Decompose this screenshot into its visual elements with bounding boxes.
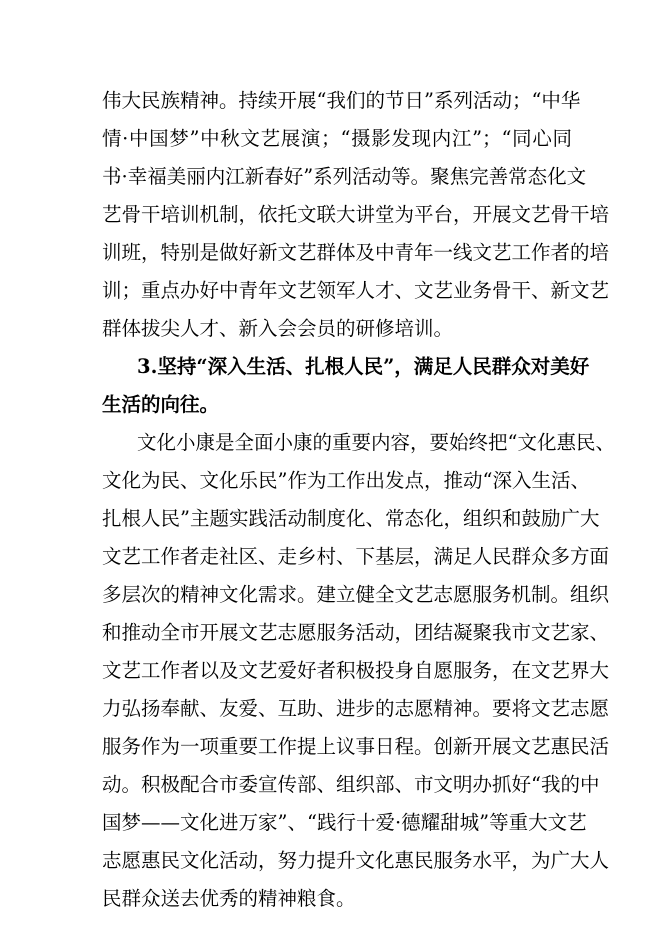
section-heading: 生活的向往。	[102, 393, 220, 416]
body-line: 训班，特别是做好新文艺群体及中青年一线文艺工作者的培	[102, 241, 610, 264]
body-line: 和推动全市开展文艺志愿服务活动，团结凝聚我市文艺家、	[102, 621, 610, 644]
body-line: 训；重点办好中青年文艺领军人才、文艺业务骨干、新文艺	[102, 279, 610, 302]
body-line: 群体拔尖人才、新入会会员的研修培训。	[102, 317, 454, 340]
body-line: 力弘扬奉献、友爱、互助、进步的志愿精神。要将文艺志愿	[102, 697, 610, 720]
body-line: 文化为民、文化乐民”作为工作出发点，推动“深入生活、	[102, 469, 590, 492]
section-heading: 3.坚持“深入生活、扎根人民”，满足人民群众对美好	[137, 355, 590, 378]
body-line: 书·幸福美丽内江新春好”系列活动等。聚焦完善常态化文	[102, 165, 587, 188]
body-line: 文艺工作者走社区、走乡村、下基层，满足人民群众多方面	[102, 545, 610, 568]
body-line: 艺骨干培训机制，依托文联大讲堂为平台，开展文艺骨干培	[102, 203, 610, 226]
body-line: 情·中国梦”中秋文艺展演；“摄影发现内江”；“同心同	[102, 127, 572, 150]
body-line: 多层次的精神文化需求。建立健全文艺志愿服务机制。组织	[102, 583, 610, 606]
body-line: 动。积极配合市委宣传部、组织部、市文明办抓好“我的中	[102, 773, 600, 796]
body-line: 文化小康是全面小康的重要内容，要始终把“文化惠民、	[137, 431, 615, 454]
body-line: 服务作为一项重要工作提上议事日程。创新开展文艺惠民活	[102, 735, 610, 758]
body-line: 文艺工作者以及文艺爱好者积极投身自愿服务，在文艺界大	[102, 659, 610, 682]
body-line: 志愿惠民文化活动，努力提升文化惠民服务水平，为广大人	[102, 849, 610, 872]
body-line: 扎根人民”主题实践活动制度化、常态化，组织和鼓励广大	[102, 507, 600, 530]
body-line: 民群众送去优秀的精神粮食。	[102, 887, 356, 910]
body-line: 伟大民族精神。持续开展“我们的节日”系列活动；“中华	[102, 89, 581, 112]
body-line: 国梦——文化进万家”、“践行十爱·德耀甜城”等重大文艺	[102, 811, 587, 834]
